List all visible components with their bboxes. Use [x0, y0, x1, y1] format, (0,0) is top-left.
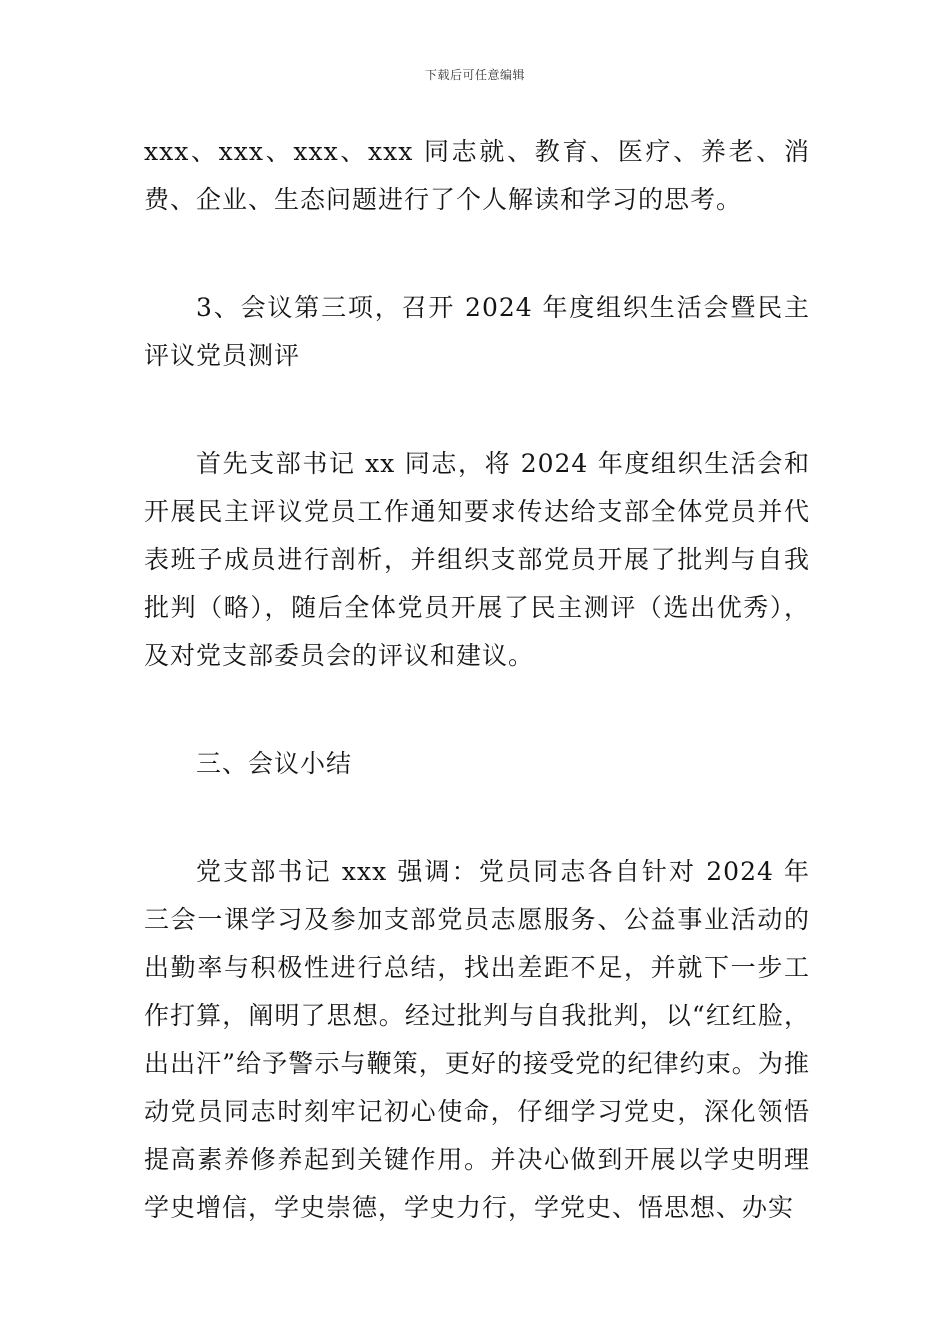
section-heading: 三、会议小结 — [196, 749, 353, 778]
paragraph-gap — [144, 680, 810, 740]
paragraph-2-item-heading: 3、会议第三项，召开 2024 年度组织生活会暨民主评议党员测评 — [144, 293, 810, 370]
paragraph-gap — [144, 380, 810, 440]
paragraph-3: 首先支部书记 xx 同志，将 2024 年度组织生活会和开展民主评议党员工作通知要求传达给支部全体党员并代表班子成员进行剖析，并组织支部党员开展了批判与自我批判（略），随后全体党员开展了民主测评（选出优秀），及对党支部委员会的评议和建议。 — [144, 449, 810, 670]
page-header: 下载后可任意编辑 — [424, 68, 525, 82]
paragraph-5: 党支部书记 xxx 强调：党员同志各自针对 2024 年三会一课学习及参加支部党员志愿服务、公益事业活动的出勤率与积极性进行总结，找出差距不足，并就下一步工作打算，阐明了思想。经过批判与自我批判，以“红红脸，出出汗”给予警示与鞭策，更好的接受党的纪律约束。为推动党员同志时刻牢记初心使命，仔细学习党史，深化领悟提高素养修养起到关键作用。并决心做到开展以学史明理学史增信，学史崇德，学史力行，学党史、悟思想、办实 — [144, 857, 810, 1222]
paragraph-gap — [144, 788, 810, 848]
paragraph-1: xxx、xxx、xxx、xxx 同志就、教育、医疗、养老、消费、企业、生态问题进行了个人解读和学习的思考。 — [144, 137, 810, 214]
paragraph-gap — [144, 224, 810, 284]
document-body — [144, 128, 810, 1232]
